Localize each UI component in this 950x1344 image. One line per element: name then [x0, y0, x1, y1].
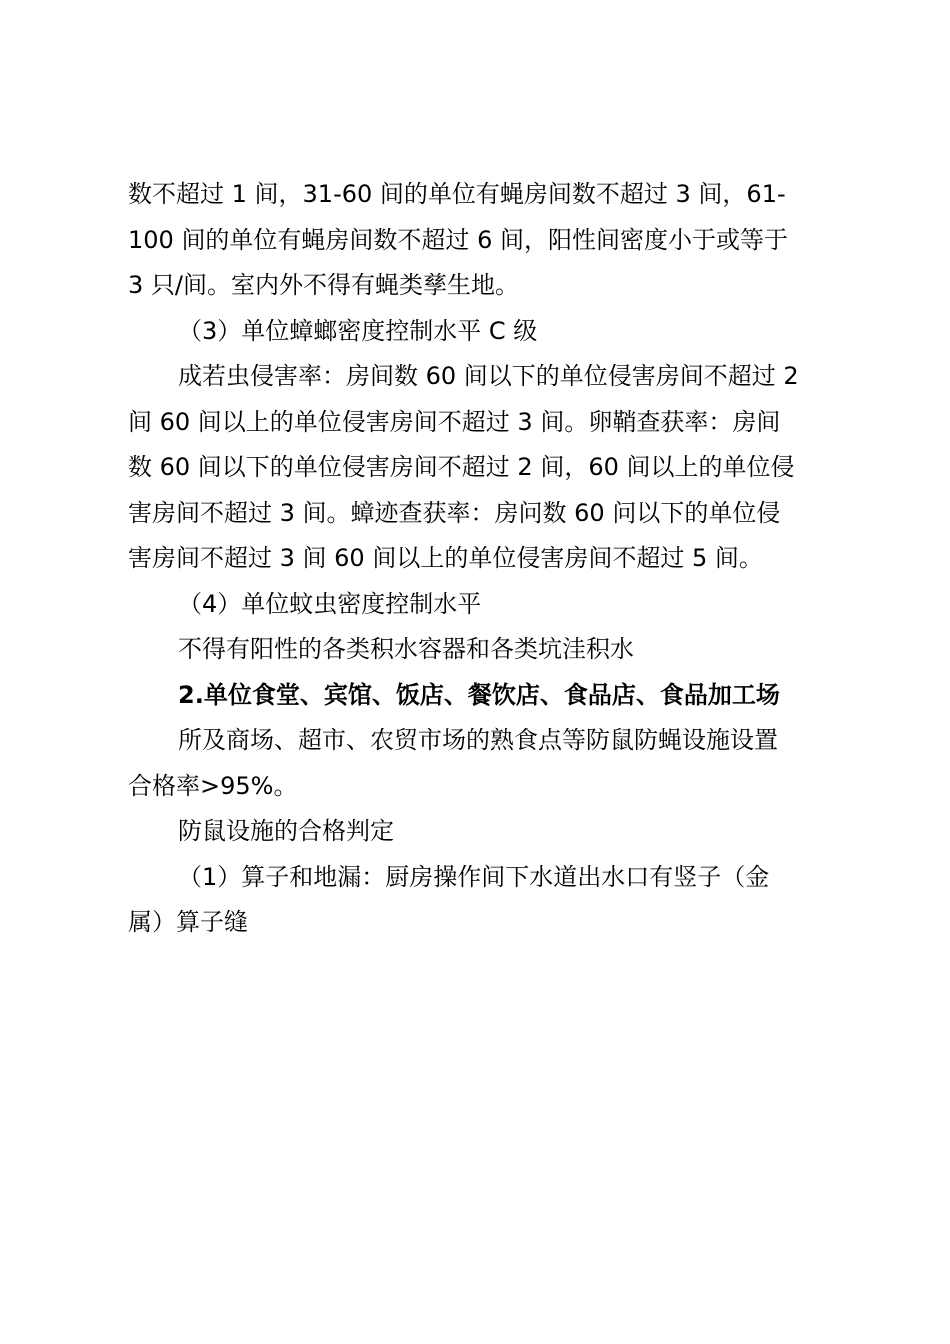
section-heading-cockroach: （3）单位蟑螂密度控制水平 C 级: [178, 316, 538, 345]
text-line: 数 60 间以下的单位侵害房间不超过 2 间，60 间以上的单位侵: [128, 453, 795, 481]
text-line: 100 间的单位有蝇房间数不超过 6 间，阳性间密度小于或等于: [128, 225, 788, 254]
section-heading-food-premises: 2.单位食堂、宾馆、饭店、餐饮店、食品店、食品加工场: [178, 680, 780, 709]
text-line: 害房间不超过 3 间。蟑迹查获率：房问数 60 问以下的单位侵: [128, 498, 781, 527]
text-line: 合格率>95%。: [128, 771, 298, 800]
section-heading-mosquito: （4）单位蚊虫密度控制水平: [178, 589, 482, 618]
text-line: 害房间不超过 3 间 60 间以上的单位侵害房间不超过 5 间。: [128, 544, 763, 572]
document-body: [128, 172, 832, 946]
text-line: 数不超过 1 间，31-60 间的单位有蝇房间数不超过 3 间，61-: [128, 180, 786, 208]
section-heading-rodent-facilities: 防鼠设施的合格判定: [178, 817, 394, 845]
text-line: 间 60 间以上的单位侵害房间不超过 3 间。卵鞘查获率：房间: [128, 407, 781, 436]
text-line: 成若虫侵害率：房间数 60 间以下的单位侵害房间不超过 2: [178, 362, 799, 390]
text-line: 3 只/间。室内外不得有蝇类孳生地。: [128, 271, 519, 299]
text-line: 属）算子缝: [128, 908, 248, 936]
text-line: 所及商场、超市、农贸市场的熟食点等防鼠防蝇设施设置: [178, 726, 778, 754]
text-line: （1）算子和地漏：厨房操作间下水道出水口有竖子（金: [178, 862, 770, 891]
text-line: 不得有阳性的各类积水容器和各类坑洼积水: [178, 635, 634, 663]
